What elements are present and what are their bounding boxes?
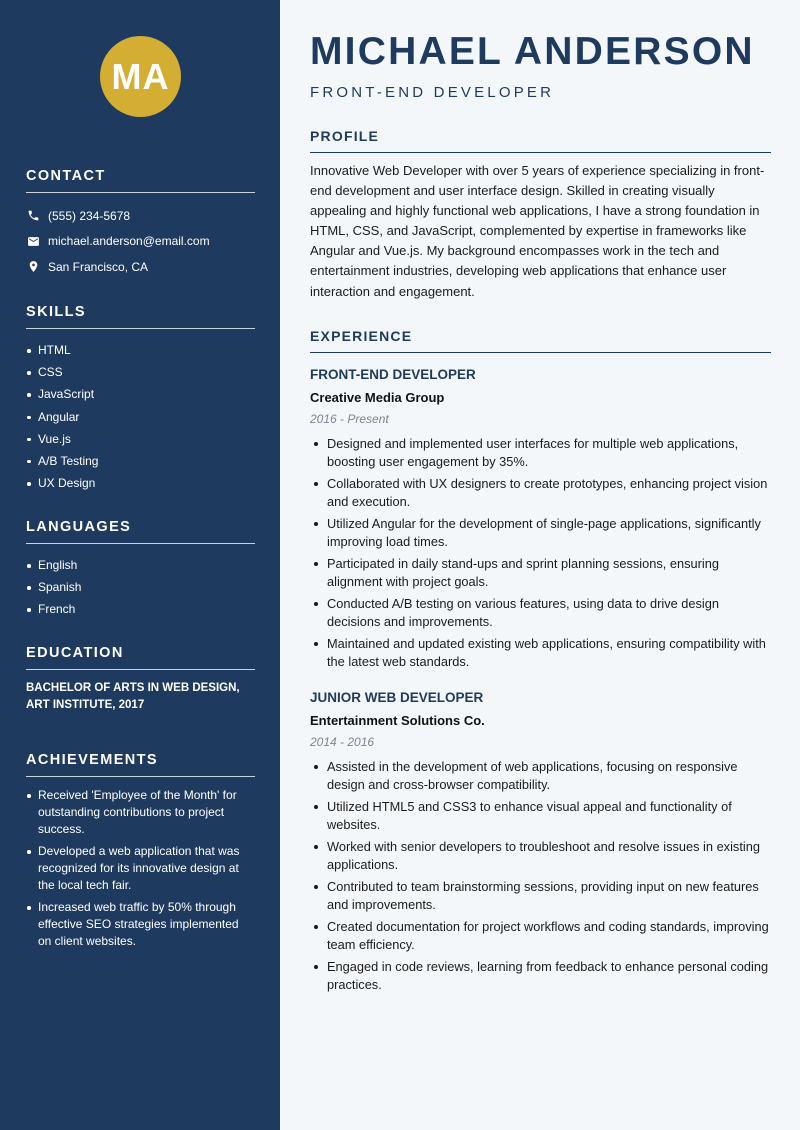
education-degree: BACHELOR OF ARTS IN WEB DESIGN, — [26, 682, 240, 694]
skill-item: A/B Testing — [26, 450, 255, 472]
job-title: JUNIOR WEB DEVELOPER — [310, 690, 484, 705]
location-text: San Francisco, CA — [48, 259, 149, 274]
avatar — [100, 36, 181, 117]
education-heading: EDUCATION — [26, 645, 255, 670]
contact-heading: CONTACT — [26, 168, 255, 193]
candidate-role: FRONT-END DEVELOPER — [310, 84, 555, 101]
skill-item: CSS — [26, 361, 255, 383]
sidebar — [0, 0, 280, 1130]
job-company: Entertainment Solutions Co. — [310, 713, 485, 728]
achievements-section — [26, 752, 255, 955]
achievement-item: Received 'Employee of the Month' for outstanding contributions to project success. — [26, 787, 255, 838]
job-bullets — [310, 758, 771, 994]
achievements-heading: ACHIEVEMENTS — [26, 752, 255, 777]
experience-heading: EXPERIENCE — [310, 328, 771, 353]
job-bullet: Contributed to team brainstorming sessions, providing input on new features and improvements. — [310, 878, 771, 914]
education-institution: ART INSTITUTE, 2017 — [26, 699, 145, 711]
job-entry — [310, 689, 771, 998]
profile-section — [310, 128, 771, 302]
skills-list — [26, 339, 255, 494]
skill-item: Vue.js — [26, 428, 255, 450]
email-text: michael.anderson@email.com — [48, 234, 210, 249]
language-item: French — [26, 598, 255, 620]
contact-email — [26, 229, 255, 255]
job-bullet: Engaged in code reviews, learning from feedback to enhance personal coding practices. — [310, 958, 771, 994]
job-dates: 2014 - 2016 — [310, 735, 375, 749]
job-company: Creative Media Group — [310, 390, 445, 405]
skills-heading: SKILLS — [26, 304, 255, 329]
job-bullets — [310, 435, 771, 671]
experience-section — [310, 328, 771, 353]
education-section — [26, 645, 255, 714]
phone-icon — [26, 209, 40, 223]
language-item: English — [26, 554, 255, 576]
avatar-initials: MA — [111, 55, 170, 97]
phone-text: (555) 234-5678 — [48, 208, 131, 223]
achievements-list — [26, 787, 255, 950]
job-entry — [310, 366, 771, 675]
skills-section — [26, 304, 255, 494]
skill-item: HTML — [26, 339, 255, 361]
profile-text: Innovative Web Developer with over 5 years of experience specializing in front-end development and user interface design. Skilled in creating visually appealing and highly functional web applications, I have a strong foundation in HTML, CSS, and JavaScript, complemented by expertise in frameworks like Angular and Vue.js. My background encompasses work in the tech and entertainment industries, developing web applications that enhance user interaction and engagement. — [310, 163, 765, 299]
job-bullet: Worked with senior developers to troubleshoot and resolve issues in existing applications. — [310, 838, 771, 874]
job-title: FRONT-END DEVELOPER — [310, 367, 476, 382]
job-bullet: Created documentation for project workflows and coding standards, improving team efficiency. — [310, 918, 771, 954]
contact-section — [26, 168, 255, 280]
candidate-name: MICHAEL ANDERSON — [310, 30, 755, 73]
job-bullet: Utilized HTML5 and CSS3 to enhance visual appeal and functionality of websites. — [310, 798, 771, 834]
skill-item: UX Design — [26, 472, 255, 494]
job-dates: 2016 - Present — [310, 412, 389, 426]
languages-section — [26, 519, 255, 621]
job-bullet: Conducted A/B testing on various features, using data to drive design decisions and improvements. — [310, 595, 771, 631]
contact-location — [26, 254, 255, 280]
job-bullet: Utilized Angular for the development of single-page applications, significantly improving load times. — [310, 515, 771, 551]
language-item: Spanish — [26, 576, 255, 598]
job-bullet: Designed and implemented user interfaces for multiple web applications, boosting user engagement by 35%. — [310, 435, 771, 471]
location-pin-icon — [26, 260, 40, 274]
achievement-item: Increased web traffic by 50% through effective SEO strategies implemented on client websites. — [26, 899, 255, 950]
contact-phone — [26, 203, 255, 229]
languages-heading: LANGUAGES — [26, 519, 255, 544]
job-bullet: Maintained and updated existing web applications, ensuring compatibility with the latest web standards. — [310, 635, 771, 671]
job-bullet: Collaborated with UX designers to create prototypes, enhancing project vision and execution. — [310, 475, 771, 511]
skill-item: Angular — [26, 406, 255, 428]
languages-list — [26, 554, 255, 621]
email-icon — [26, 234, 40, 248]
job-bullet: Assisted in the development of web applications, focusing on responsive design and cross-browser compatibility. — [310, 758, 771, 794]
achievement-item: Developed a web application that was recognized for its innovative design at the local tech fair. — [26, 843, 255, 894]
job-bullet: Participated in daily stand-ups and sprint planning sessions, ensuring alignment with project goals. — [310, 555, 771, 591]
profile-heading: PROFILE — [310, 128, 771, 153]
skill-item: JavaScript — [26, 383, 255, 405]
